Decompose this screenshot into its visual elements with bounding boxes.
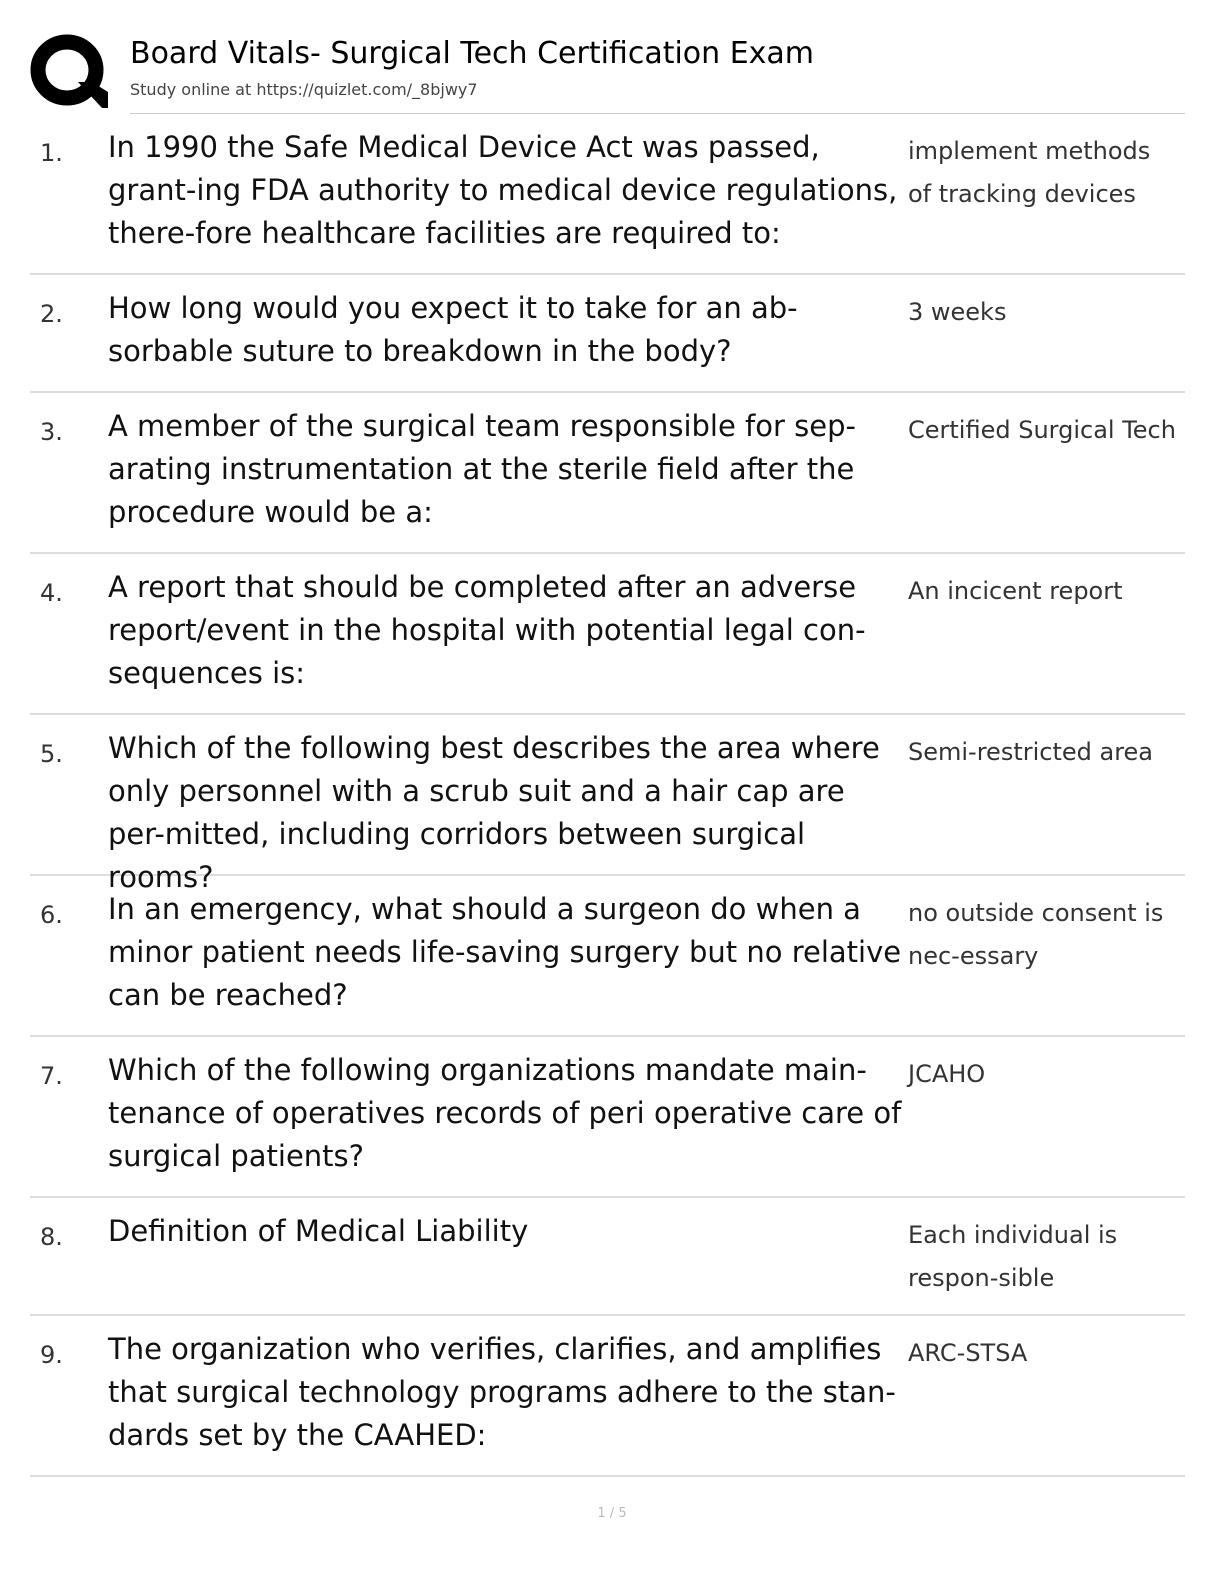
card-number: 4. [40, 579, 63, 607]
quizlet-q-logo-icon [30, 32, 108, 110]
card-number: 2. [40, 300, 63, 328]
flashcard-row [30, 876, 1185, 1037]
card-definition: JCAHO [908, 1060, 986, 1088]
card-definition: Semi-restricted area [908, 738, 1154, 766]
card-term: Which of the following organizations mandate main-tenance of operatives records of peri operative care of surgical patients? [108, 1053, 902, 1173]
card-definition: Certified Surgical Tech [908, 416, 1176, 444]
flashcard-row [30, 275, 1185, 393]
card-term: The organization who verifies, clarifies, and amplifies that surgical technology programs adhere to the stan-dards set by the CAAHED: [108, 1332, 896, 1452]
card-definition: ARC-STSA [908, 1339, 1028, 1367]
card-number: 9. [40, 1341, 63, 1369]
card-term: In 1990 the Safe Medical Device Act was passed, grant-ing FDA authority to medical device regulations, there-fore healthcare facilities are required to: [108, 130, 898, 250]
flashcard-list [30, 114, 1185, 1477]
card-term: How long would you expect it to take for an ab-sorbable suture to breakdown in the body? [108, 291, 798, 368]
study-link-text[interactable]: Study online at https://quizlet.com/_8bjwy7 [130, 80, 478, 99]
card-number: 3. [40, 418, 63, 446]
card-definition: Each individual is respon-sible [908, 1221, 1118, 1292]
document-title: Board Vitals- Surgical Tech Certification Exam [130, 36, 815, 71]
flashcard-row [30, 1316, 1185, 1477]
flashcard-row [30, 554, 1185, 715]
page-header [30, 28, 1185, 114]
card-number: 8. [40, 1223, 63, 1251]
card-term: A report that should be completed after an adverse report/event in the hospital with potential legal con-sequences is: [108, 570, 866, 690]
flashcard-row [30, 715, 1185, 894]
flashcard-row [30, 1037, 1185, 1198]
flashcard-row [30, 393, 1185, 554]
card-number: 7. [40, 1062, 63, 1090]
card-definition: no outside consent is nec-essary [908, 899, 1164, 970]
card-definition: An incicent report [908, 577, 1123, 605]
page-number: 1 / 5 [597, 1506, 627, 1521]
card-number: 6. [40, 901, 63, 929]
flashcard-row [30, 114, 1185, 275]
card-number: 5. [40, 740, 63, 768]
flashcard-row [30, 1198, 1185, 1316]
card-number: 1. [40, 139, 63, 167]
card-term: Definition of Medical Liability [108, 1214, 529, 1248]
card-definition: 3 weeks [908, 298, 1007, 326]
card-term: In an emergency, what should a surgeon do when a minor patient needs life-saving surgery but no relative can be reached? [108, 892, 902, 1012]
card-definition: implement methods of tracking devices [908, 137, 1151, 208]
card-term: Which of the following best describes the area where only personnel with a scrub suit and a hair cap are per-mitted, including corridors between surgical rooms? [108, 731, 880, 894]
card-term: A member of the surgical team responsible for sep-arating instrumentation at the sterile field after the procedure would be a: [108, 409, 856, 529]
